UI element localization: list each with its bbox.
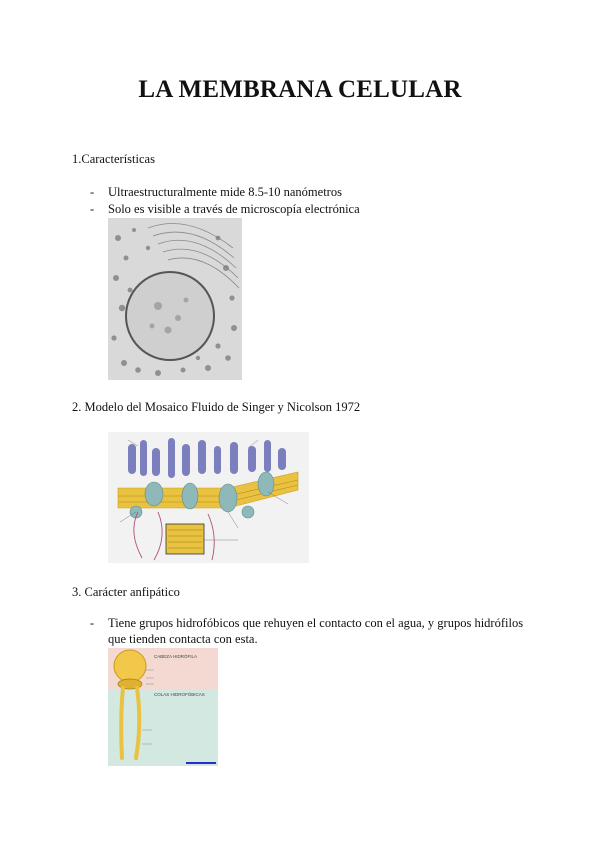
- page-title: LA MEMBRANA CELULAR: [138, 76, 462, 103]
- section-heading-2: 2. Modelo del Mosaico Fluido de Singer y Nicolson 1972: [72, 400, 361, 414]
- section-heading-1: 1.Características: [72, 152, 155, 166]
- list-item-text: Ultraestructuralmente mide 8.5-10 nanómetros: [108, 185, 342, 199]
- list-item-text: Solo es visible a través de microscopía electrónica: [108, 202, 360, 216]
- bullet-marker: -: [90, 616, 95, 630]
- hydrophilic-head-label: CABEZA HIDRÓFILA: [154, 654, 198, 659]
- blue-underline: [186, 762, 216, 764]
- bullet-marker: -: [90, 185, 95, 199]
- section-heading-3: 3. Carácter anfipático: [72, 585, 180, 599]
- bullet-marker: -: [90, 202, 95, 216]
- phospholipid-diagram: [108, 648, 218, 766]
- hydrophobic-tails-label: COLAS HIDROFÓBICAS: [154, 692, 205, 697]
- electron-micrograph-image: [108, 218, 242, 380]
- fluid-mosaic-model-diagram: [108, 432, 309, 563]
- list-item-text: Tiene grupos hidrofóbicos que rehuyen el contacto con el agua, y grupos hidrófilos que tienden contacta con esta.: [108, 616, 524, 646]
